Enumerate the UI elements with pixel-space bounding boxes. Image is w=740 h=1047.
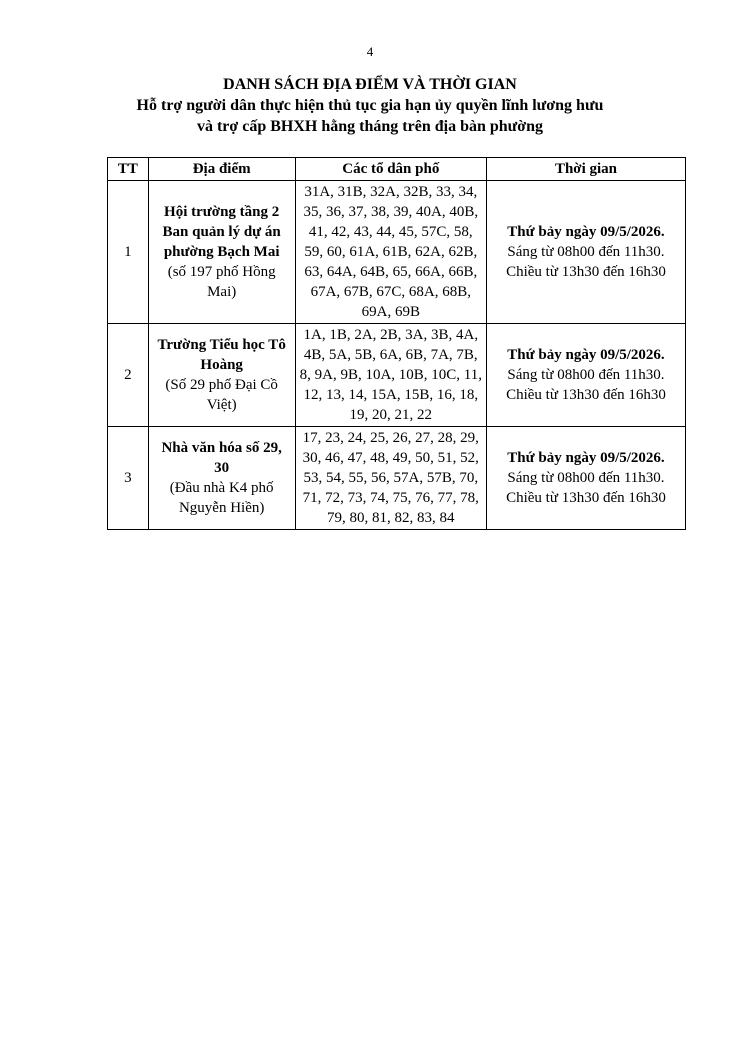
- document-heading: [0, 74, 740, 137]
- groups-cell: 17, 23, 24, 25, 26, 27, 28, 29, 30, 46, 47, 48, 49, 50, 51, 52, 53, 54, 55, 56, 57A, 57B, 70, 71, 72, 73, 74, 75, 76, 77, 78, 79, 80, 81, 82, 83, 84: [295, 427, 486, 530]
- time-day: Thứ bảy ngày 09/5/2026.: [507, 224, 665, 240]
- time-cell: [486, 181, 685, 324]
- time-day: Thứ bảy ngày 09/5/2026.: [507, 450, 665, 466]
- heading-subtitle-line1: Hỗ trợ người dân thực hiện thủ tục gia hạn ủy quyền lĩnh lương hưu: [136, 97, 604, 114]
- location-cell: [148, 324, 295, 427]
- location-address: (Đầu nhà K4 phố Nguyễn Hiền): [169, 480, 274, 516]
- time-cell: [486, 324, 685, 427]
- row-number: 3: [108, 427, 149, 530]
- time-cell: [486, 427, 685, 530]
- header-groups: Các tổ dân phố: [295, 158, 486, 181]
- groups-cell: 31A, 31B, 32A, 32B, 33, 34, 35, 36, 37, 38, 39, 40A, 40B, 41, 42, 43, 44, 45, 57C, 58, 59, 60, 61A, 61B, 62A, 62B, 63, 64A, 64B, 65, 66A, 66B, 67A, 67B, 67C, 68A, 68B, 69A, 69B: [295, 181, 486, 324]
- time-morning: Sáng từ 08h00 đến 11h30.: [507, 470, 665, 486]
- location-cell: [148, 427, 295, 530]
- location-name: Hội trường tầng 2 Ban quản lý dự án phường Bạch Mai: [162, 204, 281, 260]
- row-number: 1: [108, 181, 149, 324]
- location-cell: [148, 181, 295, 324]
- header-tt: TT: [108, 158, 149, 181]
- table-row: [108, 427, 686, 530]
- time-afternoon: Chiều từ 13h30 đến 16h30: [506, 490, 666, 506]
- groups-cell: 1A, 1B, 2A, 2B, 3A, 3B, 4A, 4B, 5A, 5B, 6A, 6B, 7A, 7B, 8, 9A, 9B, 10A, 10B, 10C, 11, 12, 13, 14, 15A, 15B, 16, 18, 19, 20, 21, 22: [295, 324, 486, 427]
- table-header-row: [108, 158, 686, 181]
- header-location: Địa điểm: [148, 158, 295, 181]
- heading-subtitle-line2: và trợ cấp BHXH hằng tháng trên địa bàn phường: [196, 118, 544, 135]
- table-row: [108, 181, 686, 324]
- location-name: Nhà văn hóa số 29, 30: [161, 440, 282, 476]
- schedule-table: [107, 157, 686, 530]
- location-address: (số 197 phố Hồng Mai): [167, 264, 276, 300]
- time-morning: Sáng từ 08h00 đến 11h30.: [507, 367, 665, 383]
- location-address: (Số 29 phố Đại Cồ Việt): [165, 377, 278, 413]
- page-number: 4: [366, 44, 374, 59]
- header-time: Thời gian: [486, 158, 685, 181]
- time-afternoon: Chiều từ 13h30 đến 16h30: [506, 264, 666, 280]
- time-morning: Sáng từ 08h00 đến 11h30.: [507, 244, 665, 260]
- table-row: [108, 324, 686, 427]
- time-day: Thứ bảy ngày 09/5/2026.: [507, 347, 665, 363]
- time-afternoon: Chiều từ 13h30 đến 16h30: [506, 387, 666, 403]
- heading-title: DANH SÁCH ĐỊA ĐIỂM VÀ THỜI GIAN: [223, 76, 517, 93]
- location-name: Trường Tiểu học Tô Hoàng: [157, 337, 286, 373]
- row-number: 2: [108, 324, 149, 427]
